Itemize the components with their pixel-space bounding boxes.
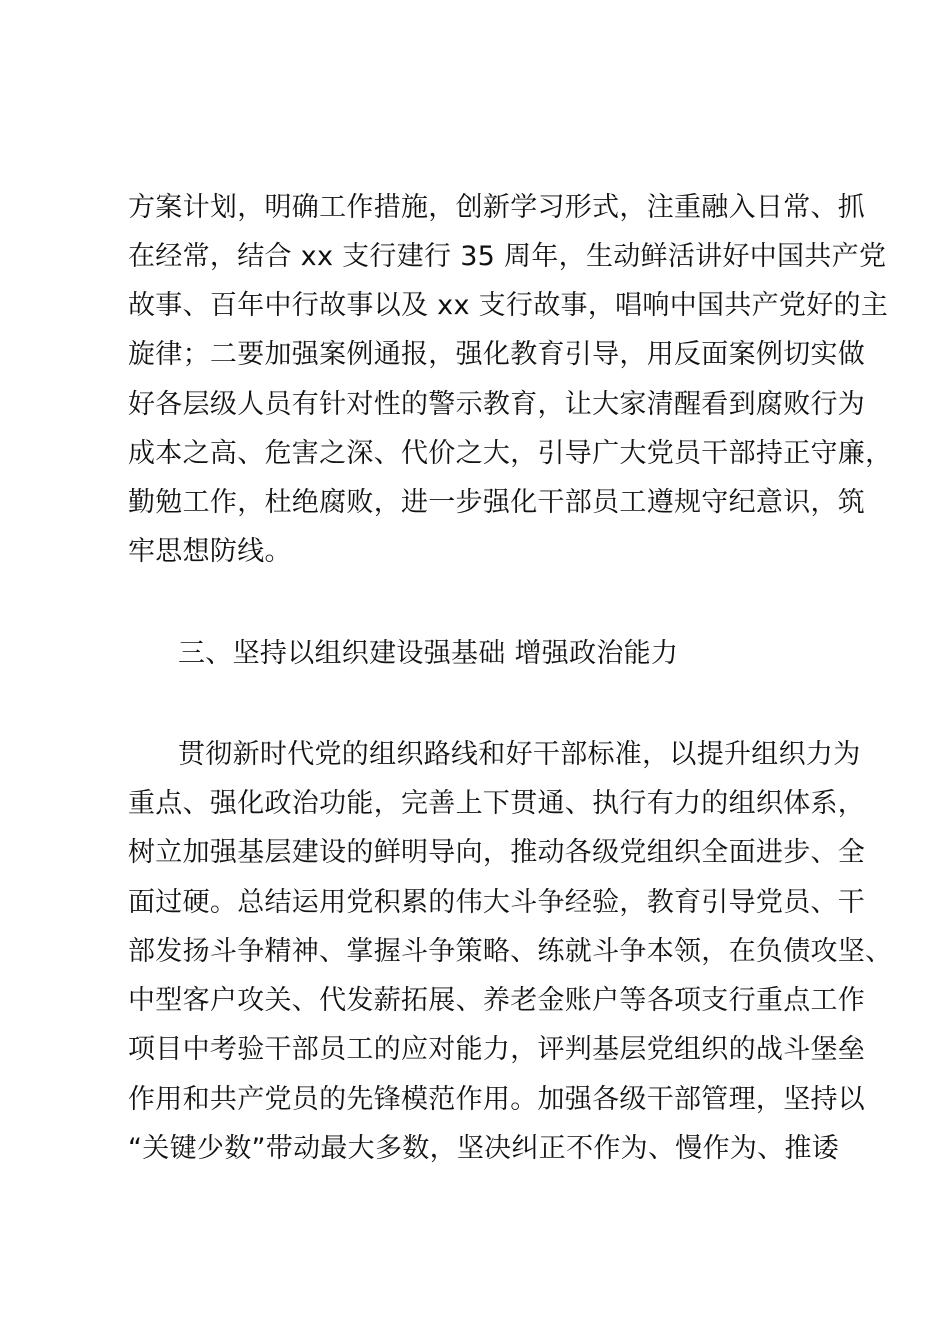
paragraph-1-line-2: 在经常，结合 xx 支行建行 35 周年，生动鲜活讲好中国共产党	[128, 241, 887, 272]
paragraph-2-line-6: 中型客户攻关、代发薪拓展、养老金账户等各项支行重点工作	[128, 985, 866, 1016]
paragraph-2-line-8: 作用和共产党员的先锋模范作用。加强各级干部管理，坚持以	[128, 1084, 866, 1115]
paragraph-2-line-4: 面过硬。总结运用党积累的伟大斗争经验，教育引导党员、干	[128, 887, 866, 918]
paragraph-2-line-1: 贯彻新时代党的组织路线和好干部标准，以提升组织力为	[178, 739, 861, 770]
paragraph-1-line-3: 故事、百年中行故事以及 xx 支行故事，唱响中国共产党好的主	[128, 290, 889, 321]
paragraph-1-line-4: 旋律；二要加强案例通报，强化教育引导，用反面案例切实做	[128, 339, 866, 370]
paragraph-1-line-6: 成本之高、危害之深、代价之大，引导广大党员干部持正守廉，	[128, 438, 893, 469]
paragraph-1-line-5: 好各层级人员有针对性的警示教育，让大家清醒看到腐败行为	[128, 389, 866, 420]
paragraph-1-line-1: 方案计划，明确工作措施，创新学习形式，注重融入日常、抓	[128, 192, 866, 223]
paragraph-1-line-8: 牢思想防线。	[128, 536, 292, 567]
paragraph-2-line-7: 项目中考验干部员工的应对能力，评判基层党组织的战斗堡垒	[128, 1034, 866, 1065]
paragraph-1-line-7: 勤勉工作，杜绝腐败，进一步强化干部员工遵规守纪意识，筑	[128, 487, 866, 518]
paragraph-2-line-3: 树立加强基层建设的鲜明导向，推动各级党组织全面进步、全	[128, 837, 866, 868]
paragraph-2-line-2: 重点、强化政治功能，完善上下贯通、执行有力的组织体系，	[128, 788, 866, 819]
section-heading: 三、坚持以组织建设强基础 增强政治能力	[178, 638, 679, 669]
paragraph-2-line-5: 部发扬斗争精神、掌握斗争策略、练就斗争本领，在负债攻坚、	[128, 936, 893, 967]
paragraph-2-line-9: “关键少数”带动最大多数，坚决纠正不作为、慢作为、推诿	[128, 1133, 840, 1164]
